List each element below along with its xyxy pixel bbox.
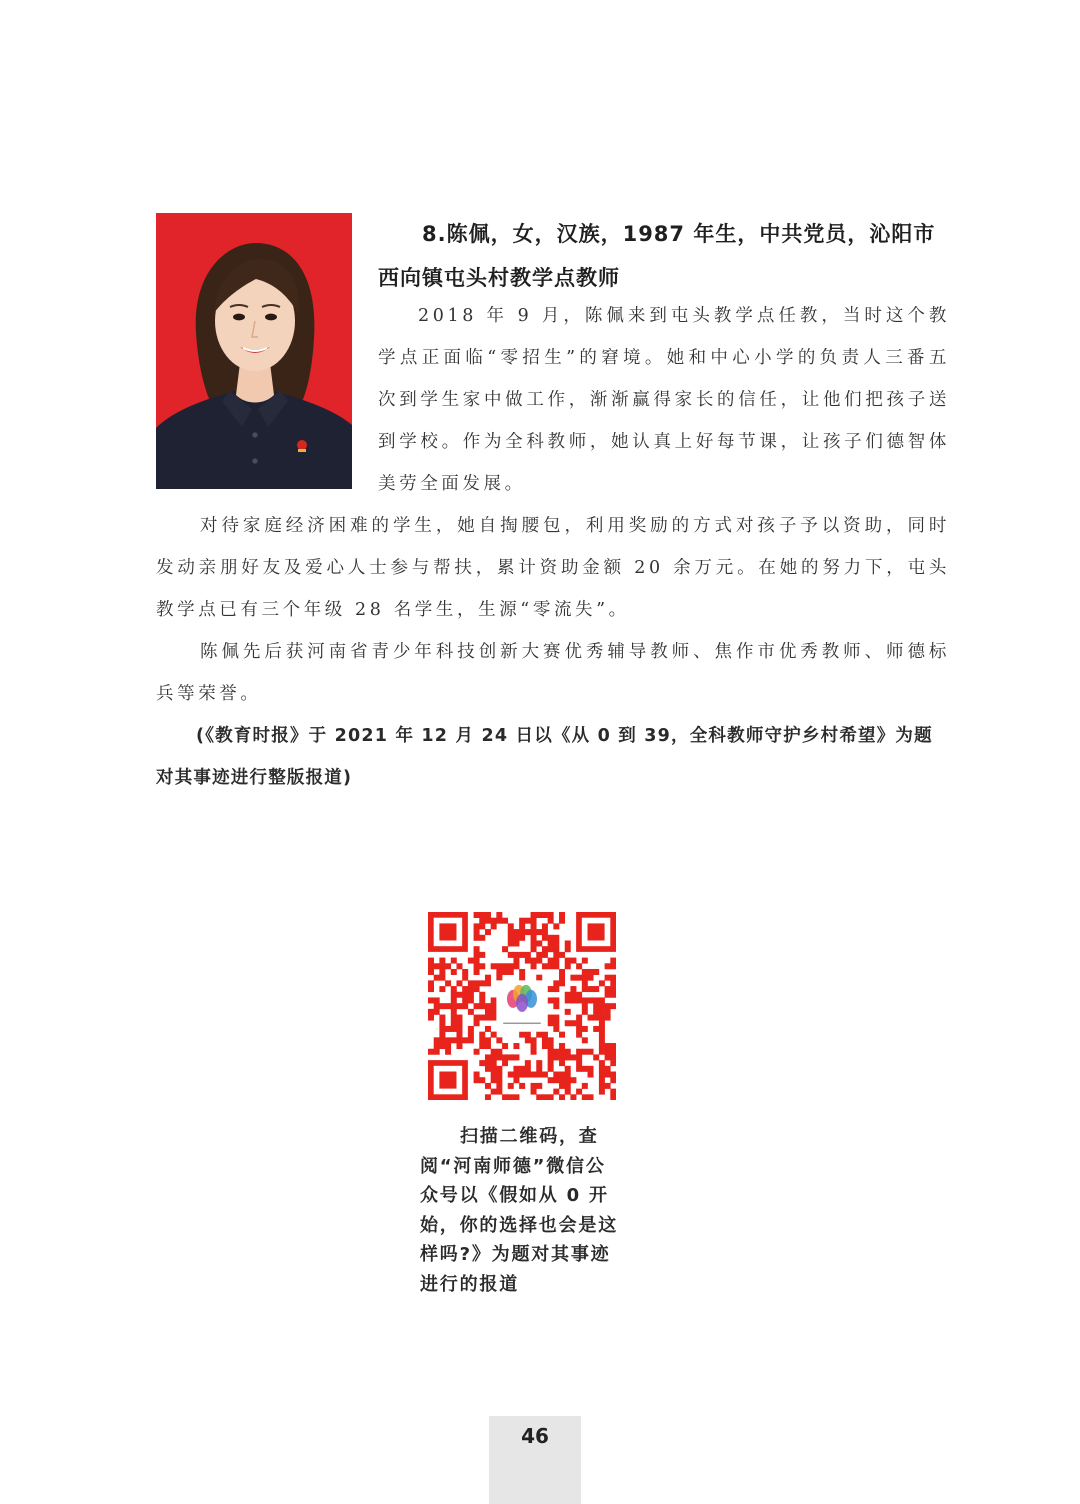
body-paragraph-1: 2018 年 9 月，陈佩来到屯头教学点任教，当时这个教学点正面临“零招生”的窘境。她和中心小学的负责人三番五次到学生家中做工作，渐渐赢得家长的信任，让他们把孩子送到学校。作为全科教师，她认真上好每节课，让孩子们德智体美劳全面发展。 — [378, 306, 950, 494]
profile-heading-line2: 西向镇屯头村教学点教师 — [378, 266, 620, 290]
portrait-photo — [156, 213, 352, 489]
qr-finder-pattern — [576, 912, 616, 952]
qr-finder-pattern — [428, 1060, 468, 1100]
profile-heading — [378, 212, 950, 300]
qr-finder-pattern — [428, 912, 468, 952]
qr-code[interactable] — [428, 912, 616, 1100]
page-number-box — [489, 1416, 581, 1504]
page-number: 46 — [521, 1424, 549, 1448]
body-paragraph-2: 对待家庭经济困难的学生，她自掏腰包，利用奖励的方式对孩子予以资助，同时发动亲朋好友及爱心人士参与帮扶，累计资助金额 20 余万元。在她的努力下，屯头教学点已有三个年级 28 名学生，生源“零流失”。 — [156, 516, 950, 620]
qr-logo-icon — [496, 980, 547, 1031]
profile-heading-line1: 8.陈佩，女，汉族，1987 年生，中共党员，沁阳市 — [422, 222, 936, 246]
body-paragraph-3: 陈佩先后获河南省青少年科技创新大赛优秀辅导教师、焦作市优秀教师、师德标兵等荣誉。 — [156, 642, 950, 704]
source-note: (《教育时报》于 2021 年 12 月 24 日以《从 0 到 39，全科教师守护乡村希望》为题对其事迹进行整版报道) — [156, 726, 933, 788]
qr-code-graphic — [428, 912, 616, 1100]
qr-caption: 扫描二维码，查阅“河南师德”微信公众号以《假如从 0 开始，你的选择也会是这样吗?》为题对其事迹进行的报道 — [420, 1126, 618, 1295]
